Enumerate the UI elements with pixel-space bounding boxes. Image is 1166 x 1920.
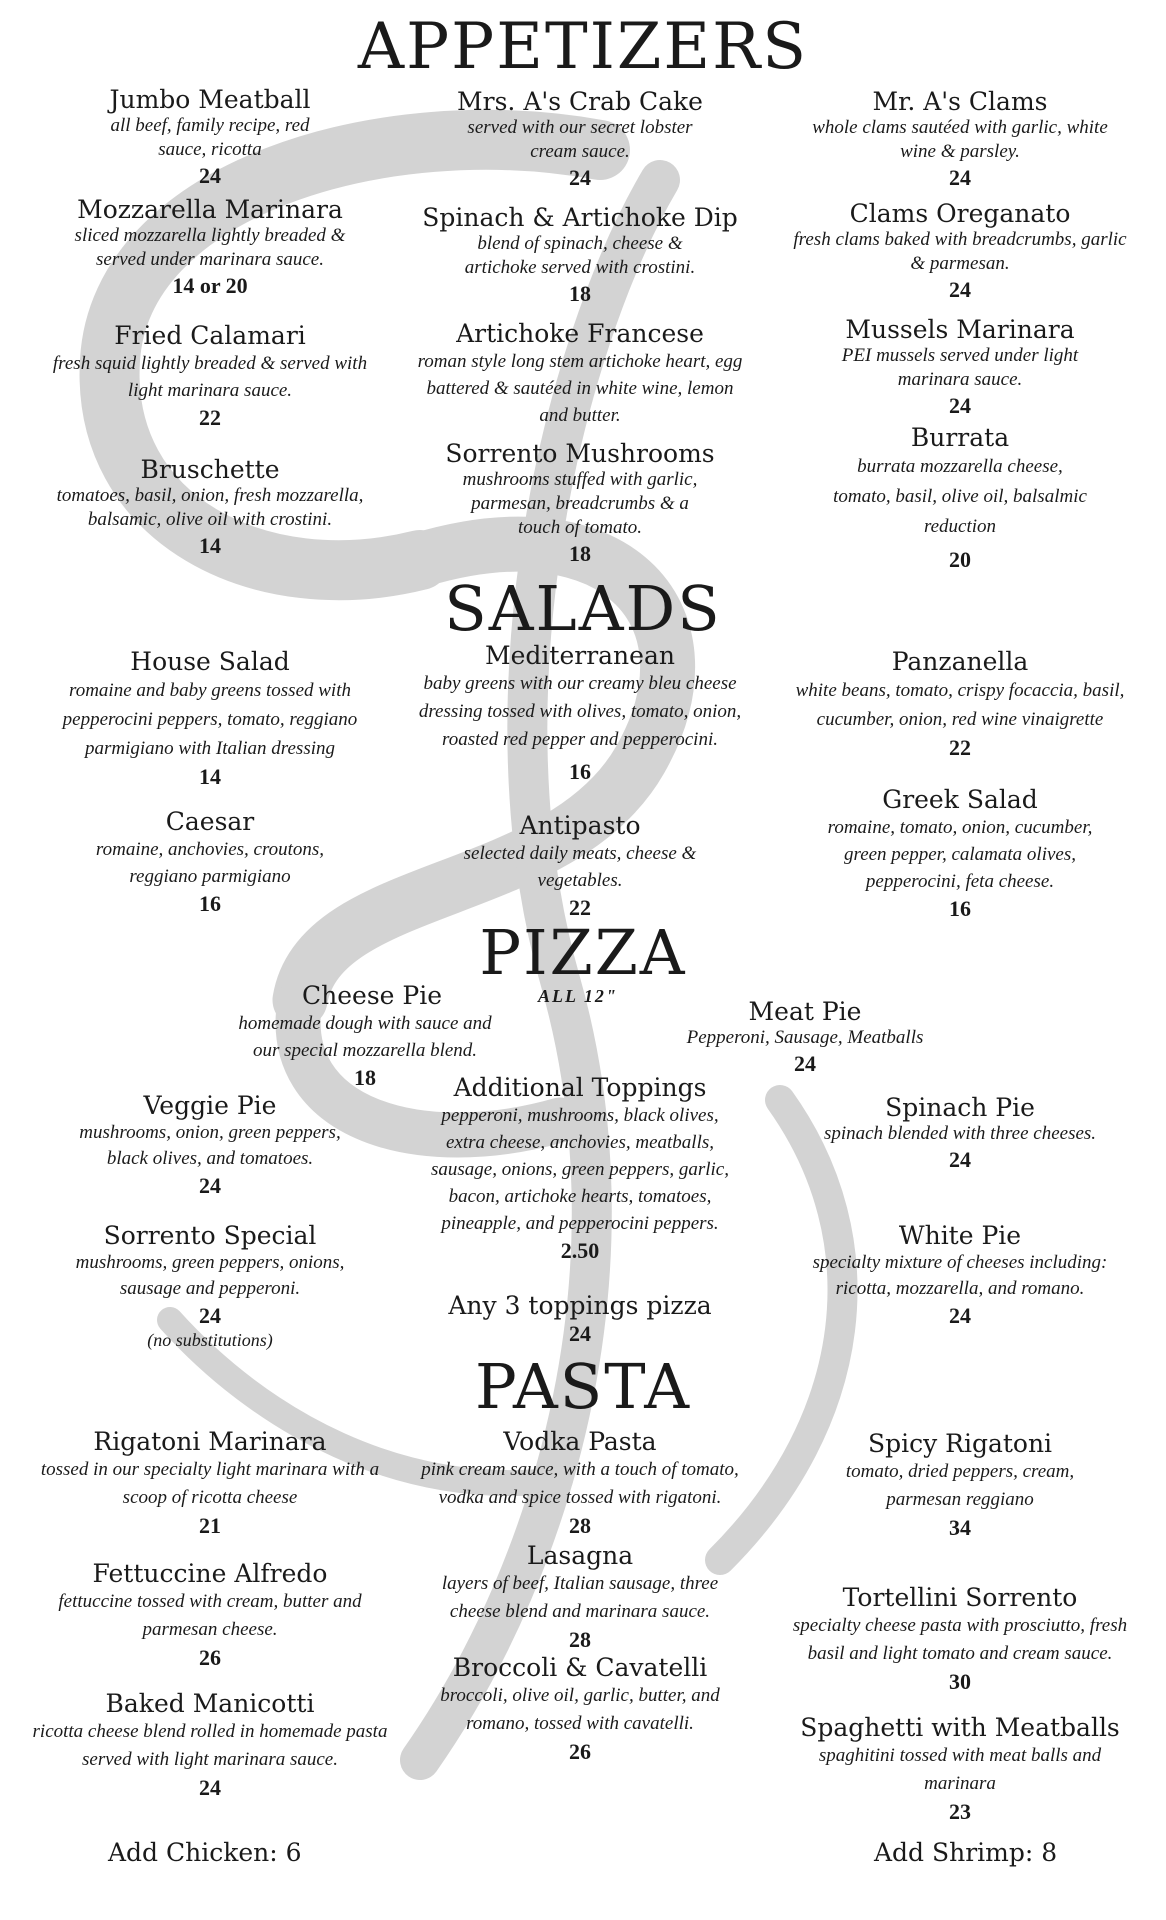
menu-item xyxy=(40,1222,380,1351)
item-name: Spinach & Artichoke Dip xyxy=(422,203,738,232)
item-name: Antipasto xyxy=(519,811,641,840)
item-price: 24 xyxy=(569,165,591,190)
item-description: mushrooms stuffed with garlic, parmesan, breadcrumbs & a touch of tomato. xyxy=(462,469,698,538)
item-name: Rigatoni Marinara xyxy=(93,1427,327,1456)
menu-item xyxy=(405,642,755,785)
item-price: 24 xyxy=(199,1775,221,1800)
item-description: tomatoes, basil, onion, fresh mozzarella, balsamic, olive oil with crostini. xyxy=(56,485,364,530)
item-description: burrata mozzarella cheese, tomato, basil, olive oil, balsalmic reduction xyxy=(833,456,1087,537)
pasta-heading: PASTA xyxy=(474,1350,691,1423)
item-price: 28 xyxy=(569,1627,591,1652)
item-price: 18 xyxy=(569,281,591,306)
item-description: fresh clams baked with breadcrumbs, garlic & parmesan. xyxy=(793,229,1127,274)
item-description: specialty mixture of cheeses including: ricotta, mozzarella, and romano. xyxy=(812,1252,1108,1299)
menu-item xyxy=(410,320,750,429)
item-name: Mr. A's Clams xyxy=(872,87,1048,116)
item-description: Pepperoni, Sausage, Meatballs xyxy=(686,1027,924,1048)
menu-item xyxy=(40,1092,380,1199)
pizza-size-note: ALL 12" xyxy=(538,986,618,1006)
item-description: romaine and baby greens tossed with pepperocini peppers, tomato, reggiano parmigiano with Italian dressing xyxy=(62,680,358,759)
item-name: Tortellini Sorrento xyxy=(842,1583,1078,1612)
item-name: Fried Calamari xyxy=(114,321,306,350)
item-name: Fettuccine Alfredo xyxy=(92,1559,328,1588)
item-name: Sorrento Mushrooms xyxy=(445,439,715,468)
item-description: layers of beef, Italian sausage, three cheese blend and marinara sauce. xyxy=(441,1573,719,1622)
item-price: 18 xyxy=(354,1065,376,1090)
item-price: 24 xyxy=(199,1173,221,1198)
item-price: 21 xyxy=(199,1513,221,1538)
item-name: Caesar xyxy=(165,807,255,836)
item-name: Sorrento Special xyxy=(103,1221,317,1250)
menu-item xyxy=(410,204,750,307)
item-price: 16 xyxy=(569,759,591,784)
menu-item xyxy=(640,998,970,1077)
item-description: selected daily meats, cheese & vegetables. xyxy=(463,843,697,891)
item-name: Mrs. A's Crab Cake xyxy=(457,87,703,116)
item-description: baby greens with our creamy bleu cheese dressing tossed with olives, tomato, onion, roasted red pepper and pepperocini. xyxy=(418,673,742,750)
item-description: blend of spinach, cheese & artichoke served with crostini. xyxy=(464,233,696,278)
add-chicken-note: Add Chicken: 6 xyxy=(108,1838,302,1867)
item-name: Additional Toppings xyxy=(453,1073,707,1102)
item-name: Any 3 toppings pizza xyxy=(448,1291,712,1320)
pizza-heading: PIZZA xyxy=(479,916,687,989)
item-price: 24 xyxy=(794,1051,816,1076)
item-description: fresh squid lightly breaded & served with light marinara sauce. xyxy=(52,353,368,401)
item-price: 22 xyxy=(949,735,971,760)
item-name: Greek Salad xyxy=(882,785,1038,814)
item-description: homemade dough with sauce and our special mozzarella blend. xyxy=(238,1013,492,1061)
item-price: 14 xyxy=(199,533,221,558)
item-price: 26 xyxy=(569,1739,591,1764)
item-description: served with our secret lobster cream sauce. xyxy=(467,117,693,162)
item-name: White Pie xyxy=(898,1221,1022,1250)
menu-item xyxy=(410,1292,750,1347)
item-price: 18 xyxy=(569,541,591,566)
menu-item xyxy=(40,1428,380,1539)
menu-item xyxy=(410,1074,750,1264)
appetizers-heading: APPETIZERS xyxy=(357,10,809,84)
item-price: 30 xyxy=(949,1669,971,1694)
item-description: ricotta cheese blend rolled in homemade pasta served with light marinara sauce. xyxy=(32,1721,388,1770)
item-price: 20 xyxy=(949,547,971,572)
item-name: Jumbo Meatball xyxy=(109,85,311,114)
item-price: 14 or 20 xyxy=(172,273,248,298)
item-description: pink cream sauce, with a touch of tomato, vodka and spice tossed with rigatoni. xyxy=(421,1459,739,1508)
item-description: spinach blended with three cheeses. xyxy=(823,1123,1097,1144)
item-description: all beef, family recipe, red sauce, ricotta xyxy=(110,115,310,160)
item-price: 24 xyxy=(949,1147,971,1172)
menu-item xyxy=(410,812,750,921)
item-price: 26 xyxy=(199,1645,221,1670)
item-description: sliced mozzarella lightly breaded & served under marinara sauce. xyxy=(74,225,346,270)
menu-item xyxy=(790,424,1130,573)
item-name: Artichoke Francese xyxy=(456,319,704,348)
item-description: tomato, dried peppers, cream, parmesan reggiano xyxy=(845,1461,1075,1510)
item-name: Vodka Pasta xyxy=(503,1427,657,1456)
item-price: 16 xyxy=(199,891,221,916)
item-description: mushrooms, onion, green peppers, black olives, and tomatoes. xyxy=(79,1122,341,1169)
item-price: 24 xyxy=(949,1303,971,1328)
item-description: romaine, tomato, onion, cucumber, green pepper, calamata olives, pepperocini, feta cheese. xyxy=(827,817,1093,892)
item-name: Spaghetti with Meatballs xyxy=(800,1713,1120,1742)
item-name: Cheese Pie xyxy=(302,981,443,1010)
item-price: 24 xyxy=(199,1303,221,1328)
item-description: pepperoni, mushrooms, black olives, extra cheese, anchovies, meatballs, sausage, onions, green peppers, garlic, bacon, artichoke hearts, tomatoes, pineapple, and pepperocini peppers. xyxy=(431,1105,729,1234)
item-price: 24 xyxy=(949,393,971,418)
item-name: Meat Pie xyxy=(748,997,862,1026)
item-name: House Salad xyxy=(130,647,290,676)
item-price: 28 xyxy=(569,1513,591,1538)
item-description: white beans, tomato, crispy focaccia, basil, cucumber, onion, red wine vinaigrette xyxy=(795,680,1125,730)
item-name: Veggie Pie xyxy=(143,1091,277,1120)
item-price: 24 xyxy=(569,1321,591,1346)
menu-item xyxy=(40,322,380,431)
item-price: 2.50 xyxy=(560,1238,600,1263)
menu-item xyxy=(780,648,1140,761)
item-name: Spicy Rigatoni xyxy=(867,1429,1053,1458)
menu-item xyxy=(790,1430,1130,1541)
item-description: mushrooms, green peppers, onions, sausage and pepperoni. xyxy=(75,1252,345,1299)
item-description: broccoli, olive oil, garlic, butter, and romano, tossed with cavatelli. xyxy=(440,1685,720,1734)
item-name: Spinach Pie xyxy=(885,1093,1035,1122)
item-price: 23 xyxy=(949,1799,971,1824)
menu-item xyxy=(790,88,1130,191)
item-description: tossed in our specialty light marinara with a scoop of ricotta cheese xyxy=(40,1459,380,1508)
item-name: Broccoli & Cavatelli xyxy=(452,1653,708,1682)
item-description: whole clams sautéed with garlic, white wine & parsley. xyxy=(812,117,1108,162)
menu-item xyxy=(410,440,750,567)
item-description: PEI mussels served under light marinara sauce. xyxy=(841,345,1079,390)
item-price: 14 xyxy=(199,764,221,789)
menu-item xyxy=(790,1094,1130,1173)
item-price: 16 xyxy=(949,896,971,921)
item-name: Mussels Marinara xyxy=(845,315,1075,344)
menu-item xyxy=(405,1428,755,1539)
menu-item xyxy=(30,456,390,559)
menu-item xyxy=(30,648,390,790)
item-price: 34 xyxy=(949,1515,971,1540)
menu-item xyxy=(40,86,380,189)
item-name: Lasagna xyxy=(526,1541,634,1570)
menu-item xyxy=(790,1222,1130,1329)
item-name: Clams Oreganato xyxy=(849,199,1071,228)
add-shrimp-note: Add Shrimp: 8 xyxy=(874,1838,1058,1867)
menu-item xyxy=(410,1654,750,1765)
menu-item xyxy=(790,786,1130,922)
item-description: fettuccine tossed with cream, butter and parmesan cheese. xyxy=(58,1591,362,1640)
item-description: spaghitini tossed with meat balls and marinara xyxy=(818,1745,1102,1794)
item-price: 24 xyxy=(949,165,971,190)
menu-item xyxy=(790,1714,1130,1825)
item-description: roman style long stem artichoke heart, egg battered & sautéed in white wine, lemon and butter. xyxy=(417,351,743,426)
menu-item xyxy=(410,1542,750,1653)
item-price: 22 xyxy=(199,405,221,430)
item-description: romaine, anchovies, croutons, reggiano parmigiano xyxy=(95,839,325,887)
menu-item xyxy=(30,1690,390,1801)
item-price: 22 xyxy=(569,895,591,920)
menu-item xyxy=(780,1584,1140,1695)
item-name: Panzanella xyxy=(891,647,1029,676)
menu-item xyxy=(40,196,380,299)
item-name: Burrata xyxy=(910,423,1010,452)
item-name: Mozzarella Marinara xyxy=(77,195,343,224)
item-description: specialty cheese pasta with prosciutto, fresh basil and light tomato and cream sauce. xyxy=(792,1615,1128,1664)
item-note: (no substitutions) xyxy=(147,1330,273,1350)
item-price: 24 xyxy=(199,163,221,188)
menu-item xyxy=(40,1560,380,1671)
item-name: Bruschette xyxy=(140,455,280,484)
menu-item xyxy=(40,808,380,917)
item-name: Mediterranean xyxy=(485,641,675,670)
menu-item xyxy=(790,200,1130,303)
menu-item xyxy=(410,88,750,191)
salads-heading: SALADS xyxy=(444,572,722,645)
item-name: Baked Manicotti xyxy=(105,1689,315,1718)
item-price: 24 xyxy=(949,277,971,302)
menu-item xyxy=(790,316,1130,419)
